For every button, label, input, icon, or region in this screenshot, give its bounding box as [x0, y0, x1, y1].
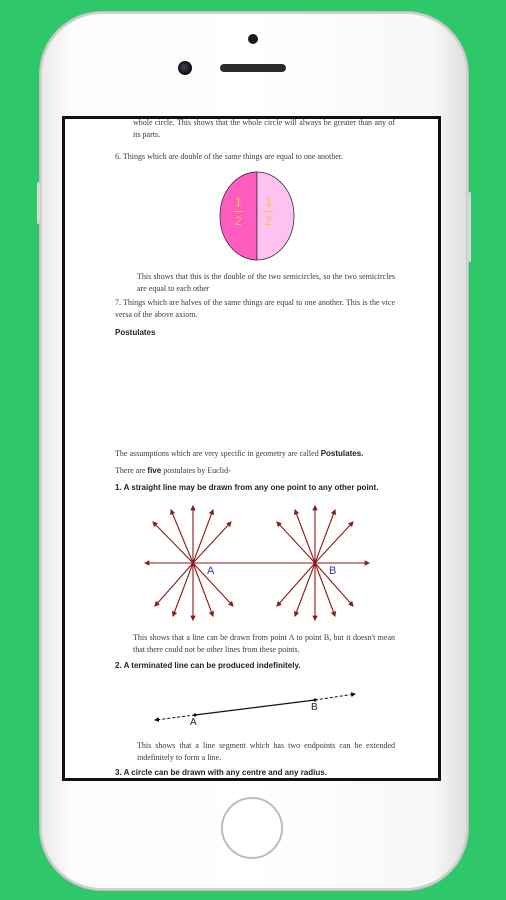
postulates-intro-text: The assumptions which are very specific in geometry are called [115, 449, 321, 458]
postulate-2: 2. A terminated line can be produced indefinitely. [115, 661, 301, 670]
power-button [468, 192, 471, 262]
segment-b-label: B [311, 702, 318, 713]
five-postulates-line [115, 465, 405, 477]
ray-b [295, 510, 315, 563]
extension-left [155, 715, 195, 720]
fraction-right-bar [263, 211, 273, 212]
proximity-sensor-icon [248, 34, 258, 44]
fraction-left-den: 2 [235, 214, 242, 228]
semicircle-caption: This shows that this is the double of the two semicircles, so the two semicircles are equal to each other [137, 272, 395, 293]
postulate-3: 3. A circle can be drawn with any centre and any radius. [115, 768, 327, 777]
semicircles-figure [219, 171, 297, 261]
semicircle-right [257, 172, 294, 260]
five-pre: There are [115, 466, 148, 475]
ray-b [295, 563, 315, 616]
caption-line-ab: This shows that a line can be drawn from point A to point B, but it doesn't mean that there could not be other lines from these points. [133, 633, 395, 654]
postulates-heading: Postulates [115, 328, 156, 337]
ray-b [277, 563, 315, 606]
segment-ab [195, 700, 315, 715]
ray-a [155, 563, 193, 606]
ray-a [153, 522, 193, 563]
volume-button [37, 182, 40, 224]
document-screen[interactable] [62, 116, 441, 781]
extension-right [315, 694, 355, 700]
point-a-label: A [207, 565, 215, 577]
ray-b [315, 510, 335, 563]
segment-a-label: A [190, 717, 197, 728]
caption-segment: This shows that a line segment which has two endpoints can be extended indefinitely to form a line. [137, 741, 395, 762]
earpiece-speaker [220, 64, 286, 72]
fraction-right-den: 2 [265, 214, 272, 228]
postulates-intro-bold: Postulates. [320, 449, 364, 458]
fraction-left-num: 1 [235, 195, 242, 209]
ray-b [315, 522, 353, 563]
axiom-6: 6. Things which are double of the same things are equal to one another. [115, 152, 344, 161]
ray-a [193, 522, 231, 563]
segment-figure [151, 685, 361, 725]
front-camera-icon [178, 61, 192, 75]
paragraph-whole-circle: whole circle. This shows that the whole circle will always be greater than any of its parts. [133, 118, 395, 139]
fraction-right-num: 1 [265, 195, 272, 209]
ray-a [173, 563, 193, 616]
postulate-1: 1. A straight line may be drawn from any one point to any other point. [115, 483, 379, 492]
ray-b [277, 522, 315, 563]
five-bold: five [147, 466, 162, 475]
point-b-label: B [329, 565, 337, 577]
home-button[interactable] [221, 797, 283, 859]
postulates-intro [115, 448, 405, 460]
axiom-7: 7. Things which are halves of the same things are equal to one another. This is the vice versa of the above axiom. [115, 298, 395, 319]
ray-a [171, 510, 193, 563]
five-post: postulates by Euclid- [161, 466, 231, 475]
ray-a [193, 510, 213, 563]
fraction-left-bar [233, 211, 243, 212]
rays-figure [141, 502, 381, 622]
